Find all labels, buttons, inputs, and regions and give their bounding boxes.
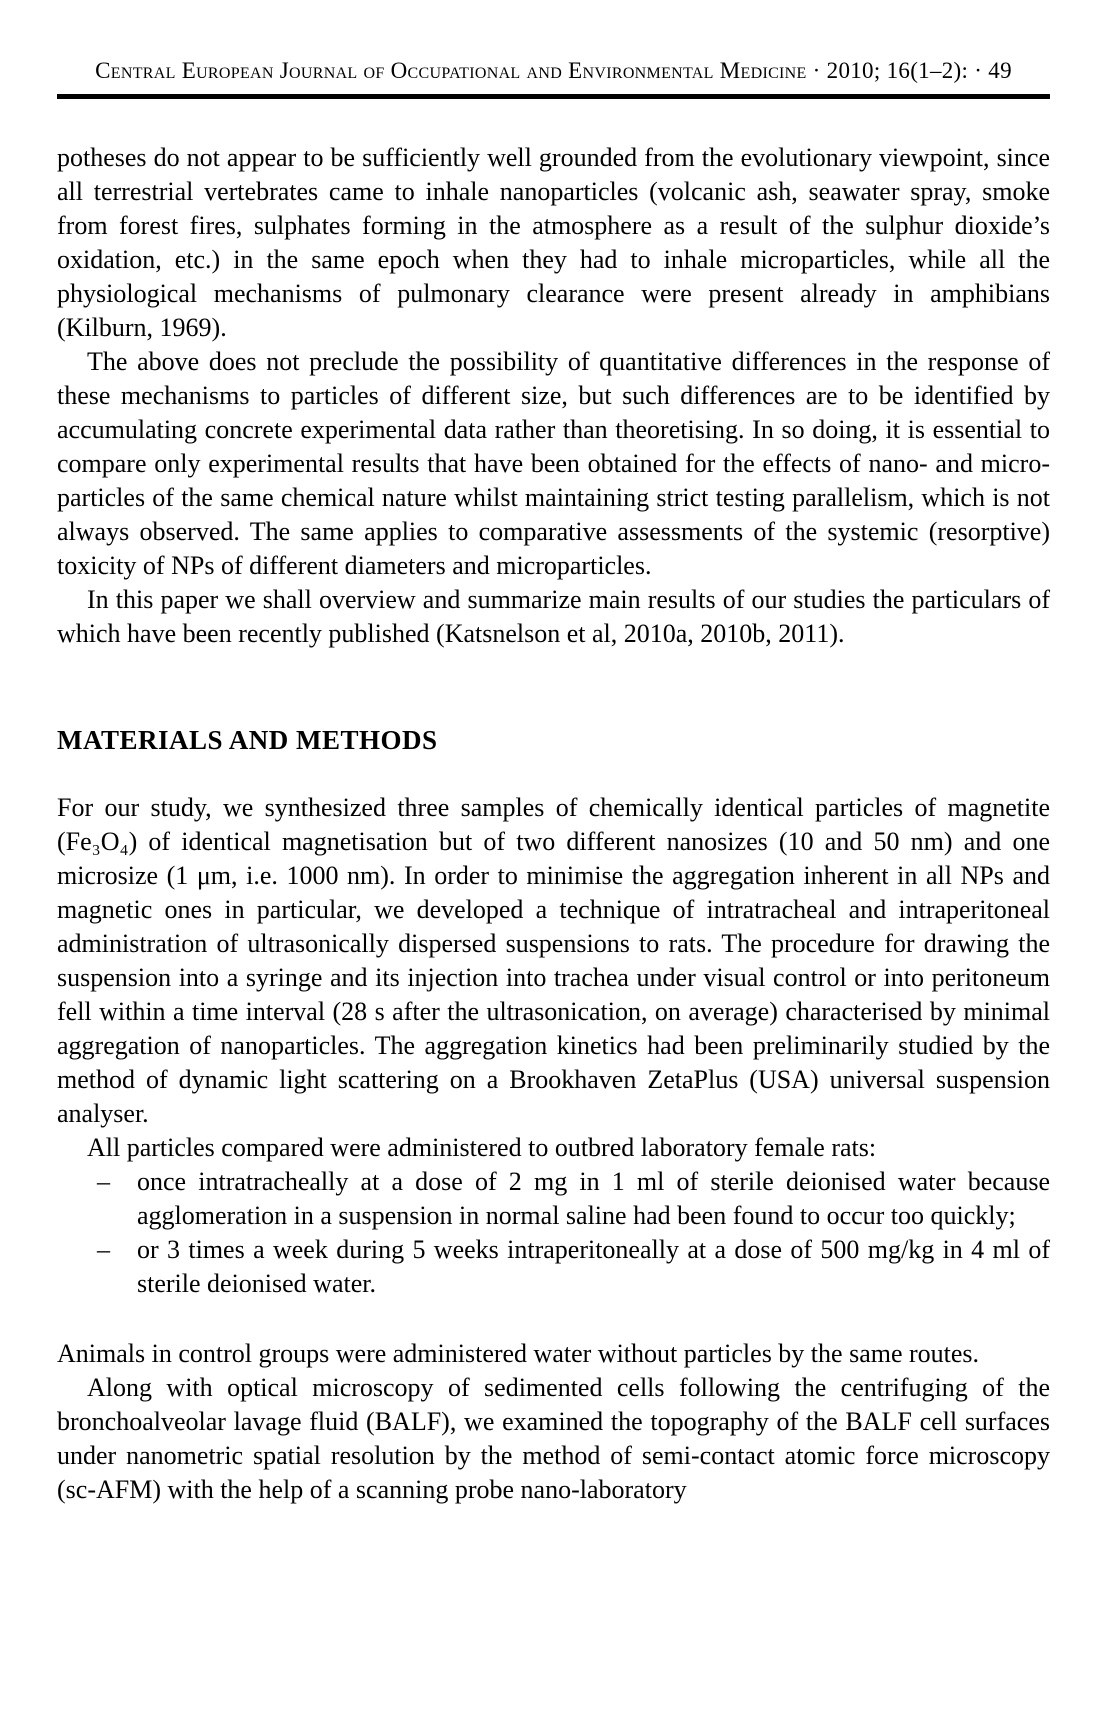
dash-marker: – [97,1167,110,1196]
list-item-text: or 3 times a week during 5 weeks intraperitoneally at a dose of 500 mg/kg in 4 ml of sterile deionised water. [137,1235,1050,1298]
dash-list [57,1165,1050,1301]
paragraph: For our study, we synthesized three samples of chemically identical particles of magnetite (Fe₃O₄) of identical magnetisation but of two different nanosizes (10 and 50 nm) and one microsize (1 μm, i.e. 1000 nm). In order to minimise the aggregation inherent in all NPs and magnetic ones in particular, we developed a technique of intratracheal and intraperitoneal administration of ultrasonically dispersed suspensions to rats. The procedure for drawing the suspension into a syringe and its injection into trachea under visual control or into peritoneum fell within a time interval (28 s after the ultrasonication, on average) characterised by minimal aggregation of nanoparticles. The aggregation kinetics had been preliminarily studied by the method of dynamic light scattering on a Brookhaven ZetaPlus (USA) universal suspension analyser. [57,793,1050,1128]
list-item-text: once intratracheally at a dose of 2 mg in 1 ml of sterile deionised water because agglomeration in a suspension in normal saline had been found to occur too quickly; [137,1167,1050,1230]
header-rule [57,94,1050,99]
list-item [57,1233,1050,1301]
article-body [57,141,1050,1507]
paragraph: The above does not preclude the possibility of quantitative differences in the response of these mechanisms to particles of different size, but such differences are to be identified by accumulating concrete experimental data rather than theoretising. In so doing, it is essential to compare only experimental results that have been obtained for the effects of nano- and micro-particles of the same chemical nature whilst maintaining strict testing parallelism, which is not always observed. The same applies to comparative assessments of the systemic (resorptive) toxicity of NPs of different diameters and microparticles. [57,347,1050,580]
page-header [57,58,1050,84]
section-heading: MATERIALS AND METHODS [57,725,438,755]
journal-header-text: Central European Journal of Occupational and Environmental Medicine · 2010; 16(1–2): · 49 [95,58,1012,83]
dash-marker: – [97,1235,110,1264]
list-item [57,1165,1050,1233]
paragraph: Animals in control groups were administered water without particles by the same routes. [57,1339,980,1368]
paragraph: Along with optical microscopy of sedimented cells following the centrifuging of the bronchoalveolar lavage fluid (BALF), we examined the topography of the BALF cell surfaces under nanometric spatial resolution by the method of semi-contact atomic force microscopy (sc-AFM) with the help of a scanning probe nano-laboratory [57,1373,1050,1504]
paragraph: In this paper we shall overview and summarize main results of our studies the particulars of which have been recently published (Katsnelson et al, 2010a, 2010b, 2011). [57,585,1050,648]
paragraph-continuation: potheses do not appear to be sufficiently well grounded from the evolutionary viewpoint, since all terrestrial vertebrates came to inhale nanoparticles (volcanic ash, seawater spray, smoke from forest fires, sulphates forming in the atmosphere as a result of the sulphur dioxide’s oxidation, etc.) in the same epoch when they had to inhale microparticles, while all the physiological mechanisms of pulmonary clearance were present already in amphibians (Kilburn, 1969). [57,143,1050,342]
paragraph: All particles compared were administered to outbred laboratory female rats: [87,1133,877,1162]
